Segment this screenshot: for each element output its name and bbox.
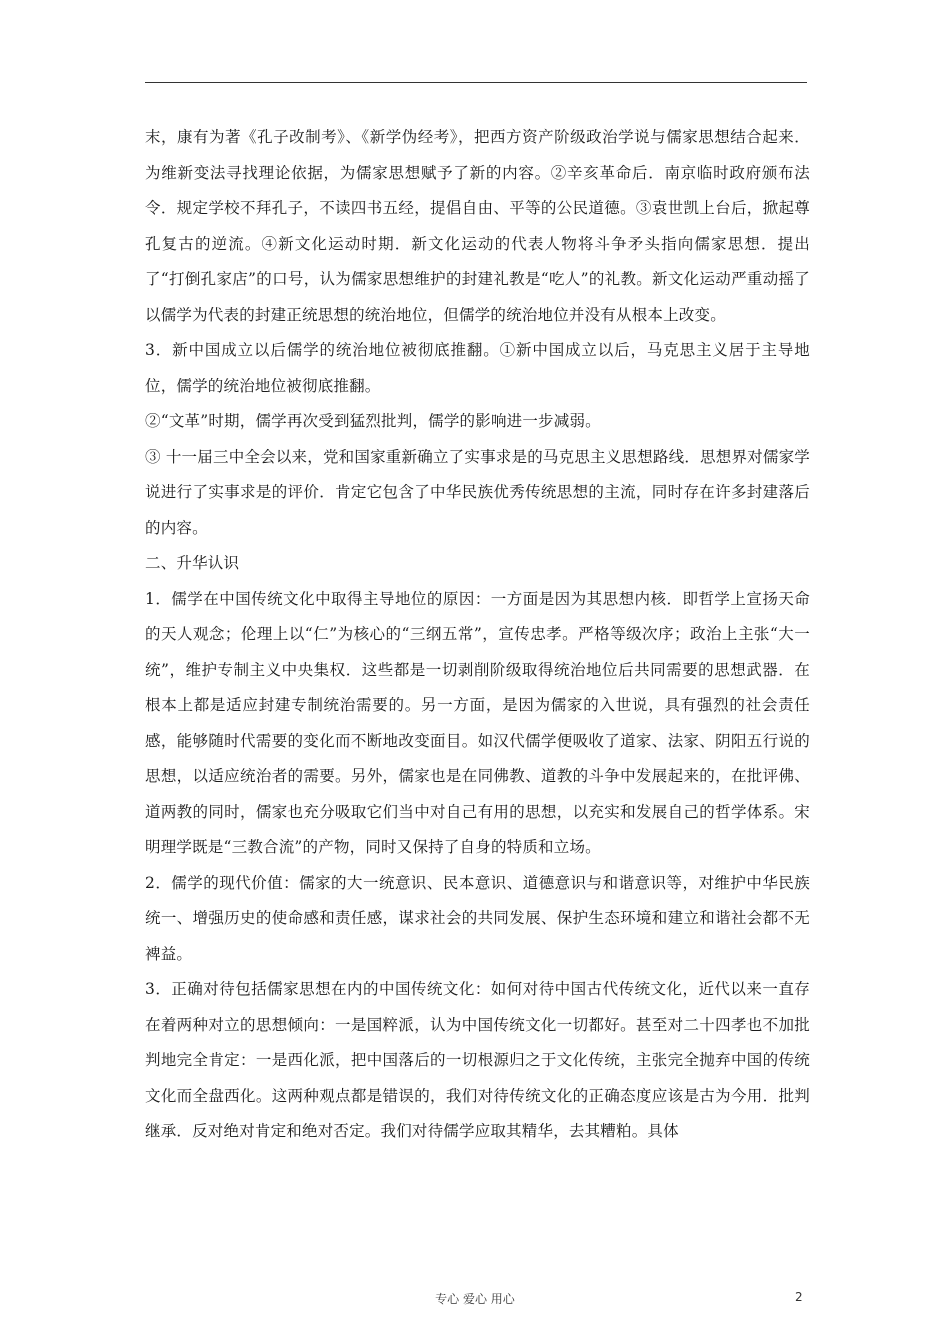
paragraph-third-plenum: ③ 十一届三中全会以来，党和国家重新确立了实事求是的马克思主义思想路线．思想界对儒家学说进行了实事求是的评价．肯定它包含了中华民族优秀传统思想的主流，同时存在许多封建落后的内容。 [145, 447, 810, 537]
footer-motto: 专心 爱心 用心 [435, 1292, 515, 1306]
page-number: 2 [795, 1290, 803, 1304]
section-heading: 二、升华认识 [145, 554, 240, 572]
paragraph-correct-attitude: 3．正确对待包括儒家思想在内的中国传统文化：如何对待中国古代传统文化，近代以来一直存在着两种对立的思想倾向：一是国粹派，认为中国传统文化一切都好。甚至对二十四孝也不加批判地完全肯定：一是西化派，把中国落后的一切根源归之于文化传统，主张完全抛弃中国的传统文化而全盘西化。这两种观点都是错误的，我们对待传统文化的正确态度应该是古为今用．批判继承．反对绝对肯定和绝对否定。我们对待儒学应取其精华，去其糟粕。具体 [145, 980, 810, 1140]
paragraph-continuation: 末，康有为著《孔子改制考》、《新学伪经考》，把西方资产阶级政治学说与儒家思想结合起来．为维新变法寻找理论依据，为儒家思想赋予了新的内容。②辛亥革命后．南京临时政府颁布法令．规定学校不拜孔子，不读四书五经，提倡自由、平等的公民道德。③袁世凯上台后，掀起尊孔复古的逆流。④新文化运动时期．新文化运动的代表人物将斗争矛头指向儒家思想．提出了“打倒孔家店”的口号，认为儒家思想维护的封建礼教是“吃人”的礼教。新文化运动严重动摇了以儒学为代表的封建正统思想的统治地位，但儒学的统治地位并没有从根本上改变。 [145, 128, 810, 324]
paragraph-modern-value: 2．儒学的现代价值：儒家的大一统意识、民本意识、道德意识与和谐意识等，对维护中华民族统一、增强历史的使命感和责任感，谋求社会的共同发展、保护生态环境和建立和谐社会都不无裨益。 [145, 873, 810, 963]
header-rule [145, 82, 807, 83]
document-body [145, 120, 810, 1150]
paragraph-cultural-revolution: ②“文革”时期，儒学再次受到猛烈批判，儒学的影响进一步减弱。 [145, 412, 601, 430]
paragraph-point-3: 3．新中国成立以后儒学的统治地位被彻底推翻。①新中国成立以后，马克思主义居于主导地位，儒学的统治地位被彻底推翻。 [145, 341, 810, 395]
paragraph-reasons: 1．儒学在中国传统文化中取得主导地位的原因：一方面是因为其思想内核．即哲学上宣扬天命的天人观念；伦理上以“仁”为核心的“三纲五常”，宣传忠孝。严格等级次序；政治上主张“大一统”，维护专制主义中央集权．这些都是一切剥削阶级取得统治地位后共同需要的思想武器．在根本上都是适应封建专制统治需要的。另一方面，是因为儒家的入世说，具有强烈的社会责任感，能够随时代需要的变化而不断地改变面目。如汉代儒学便吸收了道家、法家、阴阳五行说的思想，以适应统治者的需要。另外，儒家也是在同佛教、道教的斗争中发展起来的，在批评佛、道两教的同时，儒家也充分吸取它们当中对自己有用的思想，以充实和发展自己的哲学体系。宋明理学既是“三教合流”的产物，同时又保持了自身的特质和立场。 [145, 589, 810, 856]
